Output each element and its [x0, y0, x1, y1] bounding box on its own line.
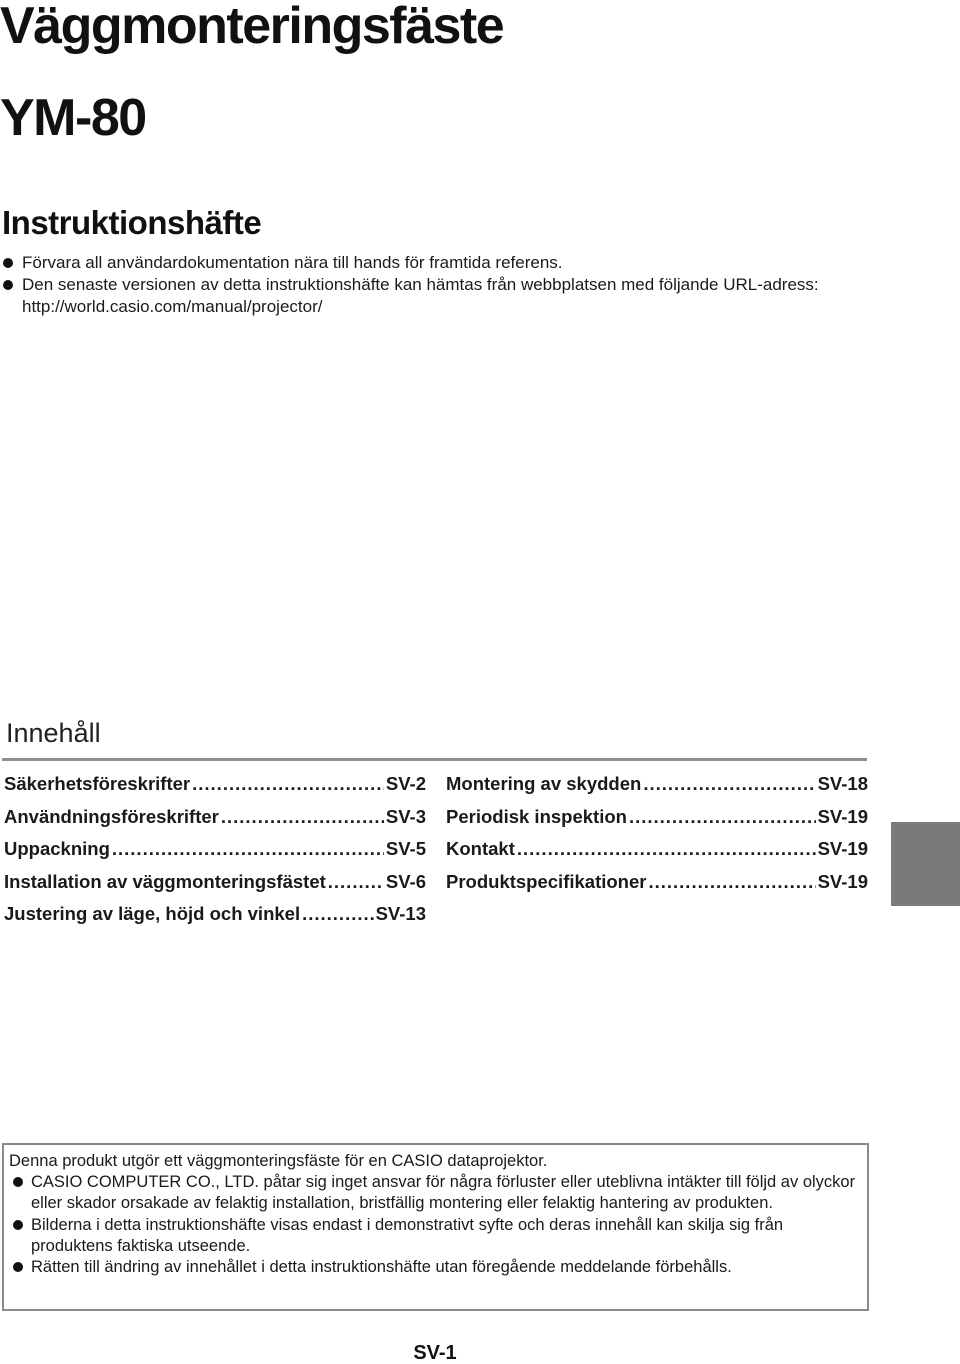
- toc-leader-dots: [302, 900, 374, 928]
- toc-column-left: [4, 770, 426, 933]
- toc-entry-title: Säkerhetsföreskrifter: [4, 773, 191, 794]
- toc-entry[interactable]: [4, 900, 426, 933]
- toc-leader-dots: [629, 803, 816, 831]
- toc-entry-title: Användningsföreskrifter: [4, 805, 219, 827]
- toc-entry[interactable]: [4, 868, 426, 901]
- toc-column-right: [446, 770, 868, 900]
- toc-entry-title: Produktspecifikationer: [446, 870, 647, 892]
- toc-leader-dots: [648, 868, 815, 896]
- toc-entry-title: Installation av väggmonteringsfästet: [4, 870, 326, 892]
- toc-entry-title: Uppackning: [4, 838, 110, 859]
- section-tab-marker: [891, 822, 960, 906]
- toc-entry-page: SV-6: [385, 870, 426, 892]
- toc-entry-page: SV-5: [385, 838, 426, 859]
- bullet-icon: [3, 258, 13, 268]
- intro-list: [0, 252, 860, 318]
- toc-entry[interactable]: [4, 803, 426, 836]
- notice-box: [2, 1143, 869, 1311]
- toc-entry[interactable]: [4, 770, 426, 803]
- toc-entry[interactable]: [446, 868, 868, 901]
- toc-entry[interactable]: [446, 803, 868, 836]
- toc-entry-title: Montering av skydden: [446, 773, 642, 794]
- toc-leader-dots: [643, 770, 815, 798]
- toc-entry-page: SV-19: [817, 870, 868, 892]
- document-subtitle: Instruktionshäfte: [2, 204, 262, 241]
- bullet-icon: [13, 1220, 23, 1230]
- toc-entry-title: Justering av läge, höjd och vinkel: [4, 903, 301, 924]
- bullet-icon: [3, 280, 13, 290]
- notice-item: [9, 1257, 867, 1278]
- notice-item-text: Rätten till ändring av innehållet i detta instruktionshäfte utan föregående meddelande förbehålls.: [31, 1258, 732, 1277]
- toc-entry-page: SV-19: [817, 838, 868, 859]
- toc-divider: [2, 758, 867, 761]
- document-title: Väggmonteringsfäste: [0, 0, 504, 55]
- toc-heading: Innehåll: [6, 718, 101, 748]
- toc-entry-page: SV-18: [817, 773, 868, 794]
- toc-leader-dots: [517, 835, 816, 863]
- notice-lead: Denna produkt utgör ett väggmonteringsfäste för en CASIO dataprojektor.: [9, 1152, 548, 1170]
- toc-entry-page: SV-19: [817, 805, 868, 827]
- notice-item: [9, 1215, 867, 1257]
- toc-entry[interactable]: [4, 835, 426, 868]
- toc-entry-page: SV-13: [375, 903, 426, 924]
- manual-url-link[interactable]: http://world.casio.com/manual/projector/: [22, 297, 323, 316]
- intro-item-text: Förvara all användardokumentation nära till hands för framtida referens.: [22, 253, 563, 272]
- toc-leader-dots: [221, 803, 384, 831]
- toc-entry-title: Periodisk inspektion: [446, 805, 627, 827]
- intro-item: [0, 274, 860, 318]
- toc-leader-dots: [192, 770, 384, 798]
- bullet-icon: [13, 1262, 23, 1272]
- notice-item-text: Bilderna i detta instruktionshäfte visas endast i demonstrativt syfte och deras innehåll kan skilja sig från produktens faktiska utseende.: [31, 1215, 784, 1255]
- toc-entry[interactable]: [446, 770, 868, 803]
- page-number: SV-1: [413, 1342, 457, 1364]
- intro-item-text: Den senaste versionen av detta instruktionshäfte kan hämtas från webbplatsen med följande URL-adress:: [22, 275, 819, 294]
- toc-entry-page: SV-3: [385, 805, 426, 827]
- toc-entry-title: Kontakt: [446, 838, 515, 859]
- notice-item-text: CASIO COMPUTER CO., LTD. påtar sig inget ansvar för några förluster eller uteblivna intäkter till följd av olyckor eller skador orsakade av felaktig installation, bristfällig montering eller felaktig hantering av produkten.: [31, 1173, 856, 1213]
- toc-leader-dots: [328, 868, 384, 896]
- bullet-icon: [13, 1177, 23, 1187]
- notice-list: [9, 1172, 867, 1278]
- notice-item: [9, 1172, 867, 1214]
- toc-leader-dots: [112, 835, 384, 863]
- toc-entry[interactable]: [446, 835, 868, 868]
- toc-entry-page: SV-2: [385, 773, 426, 794]
- model-number: YM-80: [0, 89, 146, 147]
- intro-item: [0, 252, 860, 274]
